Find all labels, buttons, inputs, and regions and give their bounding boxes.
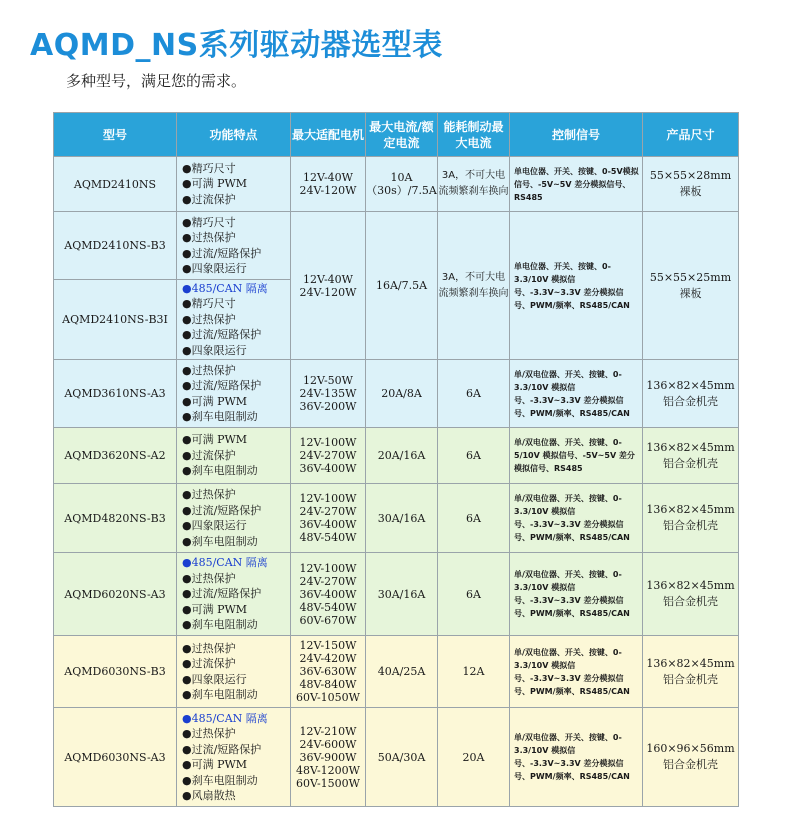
motor-spec: 12V-150W bbox=[299, 639, 357, 652]
feature-item: ●过热保护 bbox=[182, 571, 236, 585]
brake-cell: 3A，不可大电流频繁刹车换向 bbox=[438, 212, 510, 360]
feature-item: ●过流/短路保护 bbox=[182, 587, 262, 601]
features-cell bbox=[177, 212, 291, 280]
feature-item: ●四象限运行 bbox=[182, 262, 247, 275]
table-row bbox=[54, 428, 739, 484]
motor-spec: 12V-40W bbox=[303, 272, 353, 286]
size-cell: 136×82×45mm 铝合金机壳 bbox=[643, 553, 739, 636]
motor-spec: 24V-270W bbox=[299, 574, 357, 588]
motor-spec: 24V-270W bbox=[299, 505, 357, 518]
brake-cell: 6A bbox=[438, 360, 510, 428]
motor-cell bbox=[291, 553, 366, 636]
motor-spec: 36V-400W bbox=[299, 518, 357, 531]
motor-spec: 48V-840W bbox=[299, 678, 357, 691]
feature-item: ●过热保护 bbox=[182, 363, 236, 377]
feature-item-isolation: ●485/CAN 隔离 bbox=[182, 281, 268, 295]
motor-spec: 36V-630W bbox=[299, 665, 357, 678]
features-cell bbox=[177, 484, 291, 553]
current-cell: 20A/8A bbox=[366, 360, 438, 428]
features-cell bbox=[177, 636, 291, 708]
motor-spec: 24V-120W bbox=[299, 285, 357, 299]
page-title: AQMD_NS系列驱动器选型表 bbox=[30, 28, 443, 63]
motor-cell bbox=[291, 484, 366, 553]
feature-item: ●过流保护 bbox=[182, 192, 236, 206]
signal-cell: 单电位器、开关、按键、0-5V模拟信号、-5V~5V 差分模拟信号、RS485 bbox=[510, 157, 643, 212]
col-header-size: 产品尺寸 bbox=[643, 113, 739, 157]
motor-spec: 12V-50W bbox=[303, 374, 353, 387]
features-cell bbox=[177, 360, 291, 428]
size-cell: 136×82×45mm 铝合金机壳 bbox=[643, 428, 739, 484]
motor-spec: 12V-40W bbox=[303, 171, 353, 184]
feature-item: ●可满 PWM bbox=[182, 758, 248, 771]
signal-cell: 单/双电位器、开关、按键、0-5/10V 模拟信号、-5V~5V 差分模拟信号、RS485 bbox=[510, 428, 643, 484]
col-header-motor: 最大适配电机 bbox=[291, 113, 366, 157]
motor-spec: 36V-400W bbox=[299, 462, 357, 475]
signal-cell: 单/双电位器、开关、按键、0-3.3/10V 模拟信号、-3.3V~3.3V 差分模拟信号、PWM/频率、RS485/CAN bbox=[510, 708, 643, 807]
feature-item: ●过热保护 bbox=[182, 488, 236, 501]
model-cell: AQMD2410NS bbox=[54, 157, 177, 212]
feature-item: ●精巧尺寸 bbox=[182, 161, 236, 175]
feature-item: ●过流/短路保护 bbox=[182, 742, 262, 756]
feature-item: ●可满 PWM bbox=[182, 433, 248, 447]
feature-item: ●过热保护 bbox=[182, 641, 236, 655]
model-cell: AQMD2410NS-B3 bbox=[54, 212, 177, 280]
motor-cell bbox=[291, 212, 366, 360]
feature-item: ●过流/短路保护 bbox=[182, 246, 262, 260]
motor-spec: 24V-120W bbox=[299, 184, 357, 197]
table-row bbox=[54, 553, 739, 636]
motor-spec: 24V-600W bbox=[299, 737, 357, 751]
feature-item: ●刹车电阻制动 bbox=[182, 773, 258, 787]
feature-item: ●过热保护 bbox=[182, 231, 236, 244]
feature-item: ●过流/短路保护 bbox=[182, 379, 262, 392]
col-header-features: 功能特点 bbox=[177, 113, 291, 157]
current-cell: 16A/7.5A bbox=[366, 212, 438, 360]
features-cell bbox=[177, 708, 291, 807]
brake-cell: 3A，不可大电流频繁刹车换向 bbox=[438, 157, 510, 212]
table-header-row bbox=[54, 113, 739, 157]
size-cell: 55×55×25mm 裸板 bbox=[643, 212, 739, 360]
feature-item: ●刹车电阻制动 bbox=[182, 464, 258, 478]
model-cell: AQMD4820NS-B3 bbox=[54, 484, 177, 553]
signal-cell: 单/双电位器、开关、按键、0-3.3/10V 模拟信号、-3.3V~3.3V 差分模拟信号、PWM/频率、RS485/CAN bbox=[510, 553, 643, 636]
model-cell: AQMD3610NS-A3 bbox=[54, 360, 177, 428]
feature-item: ●四象限运行 bbox=[182, 672, 247, 686]
current-cell: 40A/25A bbox=[366, 636, 438, 708]
size-cell: 136×82×45mm 铝合金机壳 bbox=[643, 360, 739, 428]
model-cell: AQMD2410NS-B3I bbox=[54, 280, 177, 360]
model-cell: AQMD6030NS-B3 bbox=[54, 636, 177, 708]
feature-item: ●风扇散热 bbox=[182, 789, 236, 802]
features-cell bbox=[177, 428, 291, 484]
motor-spec: 12V-100W bbox=[299, 561, 357, 575]
features-cell bbox=[177, 157, 291, 212]
motor-spec: 12V-100W bbox=[299, 492, 357, 505]
feature-item: ●刹车电阻制动 bbox=[182, 410, 258, 423]
brake-cell: 20A bbox=[438, 708, 510, 807]
motor-spec: 48V-540W bbox=[299, 531, 357, 544]
model-cell: AQMD6030NS-A3 bbox=[54, 708, 177, 807]
col-header-brake: 能耗制动最大电流 bbox=[438, 113, 510, 157]
size-cell: 136×82×45mm 铝合金机壳 bbox=[643, 636, 739, 708]
col-header-current: 最大电流/额定电流 bbox=[366, 113, 438, 157]
col-header-signal: 控制信号 bbox=[510, 113, 643, 157]
motor-spec: 36V-200W bbox=[299, 400, 357, 413]
feature-item: ●过流保护 bbox=[182, 657, 236, 670]
motor-spec: 24V-420W bbox=[299, 652, 357, 665]
feature-item: ●过热保护 bbox=[182, 312, 236, 326]
feature-item: ●精巧尺寸 bbox=[182, 215, 236, 229]
selection-table bbox=[53, 112, 739, 807]
feature-item: ●可满 PWM bbox=[182, 602, 248, 616]
features-cell bbox=[177, 553, 291, 636]
feature-item: ●过流保护 bbox=[182, 448, 236, 462]
signal-cell: 单/双电位器、开关、按键、0-3.3/10V 模拟信号、-3.3V~3.3V 差分模拟信号、PWM/频率、RS485/CAN bbox=[510, 484, 643, 553]
current-cell: 20A/16A bbox=[366, 428, 438, 484]
feature-item: ●过流/短路保护 bbox=[182, 503, 262, 517]
table-row bbox=[54, 360, 739, 428]
feature-item: ●刹车电阻制动 bbox=[182, 688, 258, 701]
feature-item: ●四象限运行 bbox=[182, 519, 247, 532]
motor-spec: 36V-400W bbox=[299, 587, 357, 601]
model-cell: AQMD6020NS-A3 bbox=[54, 553, 177, 636]
motor-spec: 60V-670W bbox=[299, 613, 357, 627]
motor-spec: 24V-135W bbox=[299, 387, 357, 400]
feature-item: ●过热保护 bbox=[182, 727, 236, 740]
motor-spec: 60V-1050W bbox=[296, 691, 360, 704]
table-row bbox=[54, 157, 739, 212]
col-header-model: 型号 bbox=[54, 113, 177, 157]
feature-item: ●四象限运行 bbox=[182, 343, 247, 357]
motor-spec: 48V-1200W bbox=[296, 763, 360, 777]
motor-cell bbox=[291, 428, 366, 484]
signal-cell: 单电位器、开关、按键、0-3.3/10V 模拟信号、-3.3V~3.3V 差分模拟信号、PWM/频率、RS485/CAN bbox=[510, 212, 643, 360]
current-cell: 30A/16A bbox=[366, 484, 438, 553]
motor-spec: 12V-210W bbox=[299, 724, 357, 738]
model-cell: AQMD3620NS-A2 bbox=[54, 428, 177, 484]
brake-cell: 6A bbox=[438, 484, 510, 553]
feature-item: ●精巧尺寸 bbox=[182, 297, 236, 311]
table-row bbox=[54, 708, 739, 807]
feature-item: ●刹车电阻制动 bbox=[182, 618, 258, 632]
brake-cell: 6A bbox=[438, 553, 510, 636]
motor-cell bbox=[291, 157, 366, 212]
current-cell: 30A/16A bbox=[366, 553, 438, 636]
feature-item: ●刹车电阻制动 bbox=[182, 534, 258, 548]
feature-item-isolation: ●485/CAN 隔离 bbox=[182, 711, 268, 725]
size-cell: 55×55×28mm 裸板 bbox=[643, 157, 739, 212]
motor-spec: 48V-540W bbox=[299, 600, 357, 614]
feature-item: ●可满 PWM bbox=[182, 177, 248, 191]
feature-item: ●可满 PWM bbox=[182, 394, 248, 408]
motor-spec: 60V-1500W bbox=[296, 776, 360, 790]
feature-item: ●过流/短路保护 bbox=[182, 328, 262, 342]
motor-spec: 36V-900W bbox=[299, 750, 357, 764]
features-cell bbox=[177, 280, 291, 360]
table-row bbox=[54, 636, 739, 708]
motor-spec: 12V-100W bbox=[299, 436, 357, 449]
motor-cell bbox=[291, 636, 366, 708]
brake-cell: 6A bbox=[438, 428, 510, 484]
motor-cell bbox=[291, 360, 366, 428]
size-cell: 160×96×56mm 铝合金机壳 bbox=[643, 708, 739, 807]
feature-item-isolation: ●485/CAN 隔离 bbox=[182, 556, 268, 570]
current-cell: 50A/30A bbox=[366, 708, 438, 807]
brake-cell: 12A bbox=[438, 636, 510, 708]
signal-cell: 单/双电位器、开关、按键、0-3.3/10V 模拟信号、-3.3V~3.3V 差分模拟信号、PWM/频率、RS485/CAN bbox=[510, 360, 643, 428]
table-row bbox=[54, 212, 739, 280]
page-subtitle: 多种型号，满足您的需求。 bbox=[66, 72, 247, 90]
motor-spec: 24V-270W bbox=[299, 449, 357, 462]
current-cell: 10A（30s）/7.5A bbox=[366, 157, 438, 212]
size-cell: 136×82×45mm 铝合金机壳 bbox=[643, 484, 739, 553]
table-row bbox=[54, 484, 739, 553]
signal-cell: 单/双电位器、开关、按键、0-3.3/10V 模拟信号、-3.3V~3.3V 差分模拟信号、PWM/频率、RS485/CAN bbox=[510, 636, 643, 708]
motor-cell bbox=[291, 708, 366, 807]
